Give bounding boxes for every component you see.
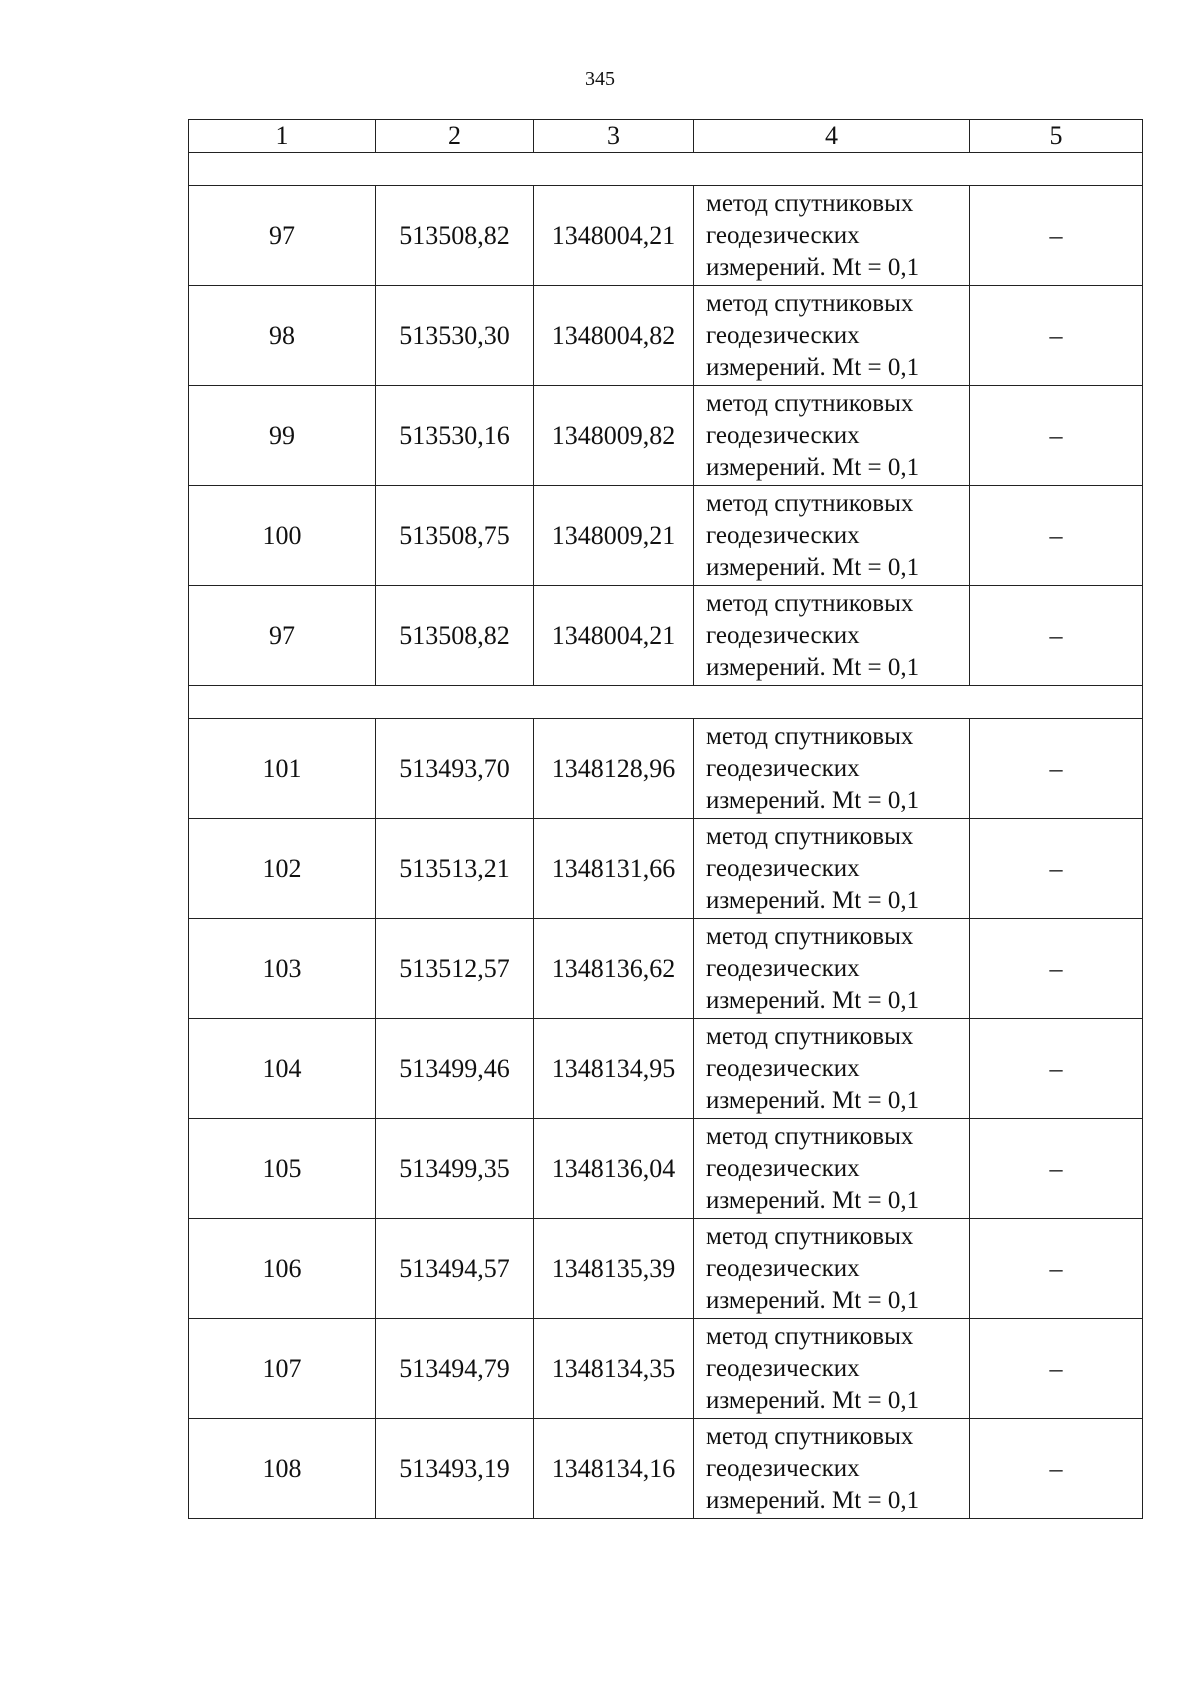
method-line: метод спутниковых <box>706 189 914 217</box>
table-row <box>189 719 1143 819</box>
method-cell <box>694 1319 970 1419</box>
column-header-5: 5 <box>970 120 1143 153</box>
method-cell <box>694 286 970 386</box>
y-coordinate-cell: 1348004,82 <box>534 286 694 386</box>
point-number-cell: 104 <box>189 1019 376 1119</box>
method-line: геодезических <box>706 421 860 449</box>
point-number-cell: 107 <box>189 1319 376 1419</box>
column-5-cell: – <box>970 1019 1143 1119</box>
point-number-cell: 97 <box>189 586 376 686</box>
column-5-cell: – <box>970 586 1143 686</box>
method-line: измерений. Mt = 0,1 <box>706 1386 920 1414</box>
column-5-cell: – <box>970 1419 1143 1519</box>
column-5-cell: – <box>970 1119 1143 1219</box>
method-line: измерений. Mt = 0,1 <box>706 1486 920 1514</box>
y-coordinate-cell: 1348128,96 <box>534 719 694 819</box>
method-line: геодезических <box>706 754 860 782</box>
method-cell <box>694 1019 970 1119</box>
table-header-row <box>189 120 1143 153</box>
point-number-cell: 106 <box>189 1219 376 1319</box>
x-coordinate-cell: 513493,19 <box>376 1419 534 1519</box>
method-cell <box>694 919 970 1019</box>
point-number-cell: 103 <box>189 919 376 1019</box>
coordinates-table <box>188 119 1143 1519</box>
y-coordinate-cell: 1348134,35 <box>534 1319 694 1419</box>
method-line: метод спутниковых <box>706 1022 914 1050</box>
method-line: геодезических <box>706 1154 860 1182</box>
table-row <box>189 1419 1143 1519</box>
column-header-1: 1 <box>189 120 376 153</box>
method-cell <box>694 819 970 919</box>
method-cell <box>694 586 970 686</box>
column-5-cell: – <box>970 819 1143 919</box>
method-line: геодезических <box>706 621 860 649</box>
column-header-2: 2 <box>376 120 534 153</box>
point-number-cell: 100 <box>189 486 376 586</box>
table-row <box>189 819 1143 919</box>
method-line: измерений. Mt = 0,1 <box>706 453 920 481</box>
point-number-cell: 97 <box>189 186 376 286</box>
y-coordinate-cell: 1348134,16 <box>534 1419 694 1519</box>
y-coordinate-cell: 1348136,04 <box>534 1119 694 1219</box>
point-number-cell: 105 <box>189 1119 376 1219</box>
y-coordinate-cell: 1348131,66 <box>534 819 694 919</box>
method-line: метод спутниковых <box>706 489 914 517</box>
point-number-cell: 102 <box>189 819 376 919</box>
point-number-cell: 101 <box>189 719 376 819</box>
table-row <box>189 1319 1143 1419</box>
column-5-cell: – <box>970 919 1143 1019</box>
y-coordinate-cell: 1348004,21 <box>534 186 694 286</box>
method-cell <box>694 1119 970 1219</box>
method-line: метод спутниковых <box>706 1122 914 1150</box>
coordinates-table-body <box>189 120 1143 1519</box>
method-line: метод спутниковых <box>706 589 914 617</box>
group-separator-cell <box>189 153 1143 186</box>
x-coordinate-cell: 513499,46 <box>376 1019 534 1119</box>
x-coordinate-cell: 513494,57 <box>376 1219 534 1319</box>
column-header-3: 3 <box>534 120 694 153</box>
column-5-cell: – <box>970 386 1143 486</box>
point-number-cell: 98 <box>189 286 376 386</box>
method-line: измерений. Mt = 0,1 <box>706 786 920 814</box>
x-coordinate-cell: 513530,16 <box>376 386 534 486</box>
column-5-cell: – <box>970 1319 1143 1419</box>
method-line: геодезических <box>706 1454 860 1482</box>
point-number-cell: 108 <box>189 1419 376 1519</box>
group-separator-cell <box>189 686 1143 719</box>
table-row <box>189 1119 1143 1219</box>
point-number-cell: 99 <box>189 386 376 486</box>
table-row <box>189 1019 1143 1119</box>
column-5-cell: – <box>970 486 1143 586</box>
x-coordinate-cell: 513508,82 <box>376 586 534 686</box>
method-line: геодезических <box>706 1254 860 1282</box>
table-row <box>189 1219 1143 1319</box>
x-coordinate-cell: 513508,82 <box>376 186 534 286</box>
x-coordinate-cell: 513493,70 <box>376 719 534 819</box>
method-line: метод спутниковых <box>706 1222 914 1250</box>
x-coordinate-cell: 513530,30 <box>376 286 534 386</box>
x-coordinate-cell: 513508,75 <box>376 486 534 586</box>
column-5-cell: – <box>970 719 1143 819</box>
method-line: измерений. Mt = 0,1 <box>706 653 920 681</box>
method-line: геодезических <box>706 954 860 982</box>
method-cell <box>694 186 970 286</box>
method-cell <box>694 486 970 586</box>
group-separator-row <box>189 153 1143 186</box>
table-row <box>189 386 1143 486</box>
y-coordinate-cell: 1348134,95 <box>534 1019 694 1119</box>
y-coordinate-cell: 1348009,21 <box>534 486 694 586</box>
method-cell <box>694 1419 970 1519</box>
method-line: геодезических <box>706 221 860 249</box>
x-coordinate-cell: 513513,21 <box>376 819 534 919</box>
method-line: геодезических <box>706 1054 860 1082</box>
method-line: метод спутниковых <box>706 922 914 950</box>
column-5-cell: – <box>970 286 1143 386</box>
method-line: измерений. Mt = 0,1 <box>706 553 920 581</box>
method-cell <box>694 719 970 819</box>
column-5-cell: – <box>970 186 1143 286</box>
table-row <box>189 186 1143 286</box>
table-row <box>189 586 1143 686</box>
x-coordinate-cell: 513499,35 <box>376 1119 534 1219</box>
method-line: метод спутниковых <box>706 289 914 317</box>
method-line: метод спутниковых <box>706 822 914 850</box>
x-coordinate-cell: 513494,79 <box>376 1319 534 1419</box>
method-cell <box>694 386 970 486</box>
column-header-4: 4 <box>694 120 970 153</box>
method-line: измерений. Mt = 0,1 <box>706 1086 920 1114</box>
method-line: геодезических <box>706 321 860 349</box>
method-line: метод спутниковых <box>706 1422 914 1450</box>
method-line: измерений. Mt = 0,1 <box>706 353 920 381</box>
table-row <box>189 919 1143 1019</box>
table-row <box>189 486 1143 586</box>
y-coordinate-cell: 1348009,82 <box>534 386 694 486</box>
method-line: измерений. Mt = 0,1 <box>706 1186 920 1214</box>
method-line: метод спутниковых <box>706 389 914 417</box>
table-row <box>189 286 1143 386</box>
method-line: измерений. Mt = 0,1 <box>706 886 920 914</box>
method-line: измерений. Mt = 0,1 <box>706 253 920 281</box>
method-line: измерений. Mt = 0,1 <box>706 1286 920 1314</box>
method-line: метод спутниковых <box>706 1322 914 1350</box>
page-number: 345 <box>585 68 615 90</box>
y-coordinate-cell: 1348136,62 <box>534 919 694 1019</box>
x-coordinate-cell: 513512,57 <box>376 919 534 1019</box>
method-line: геодезических <box>706 854 860 882</box>
method-line: геодезических <box>706 521 860 549</box>
y-coordinate-cell: 1348004,21 <box>534 586 694 686</box>
method-line: геодезических <box>706 1354 860 1382</box>
method-cell <box>694 1219 970 1319</box>
method-line: измерений. Mt = 0,1 <box>706 986 920 1014</box>
y-coordinate-cell: 1348135,39 <box>534 1219 694 1319</box>
group-separator-row <box>189 686 1143 719</box>
column-5-cell: – <box>970 1219 1143 1319</box>
method-line: метод спутниковых <box>706 722 914 750</box>
